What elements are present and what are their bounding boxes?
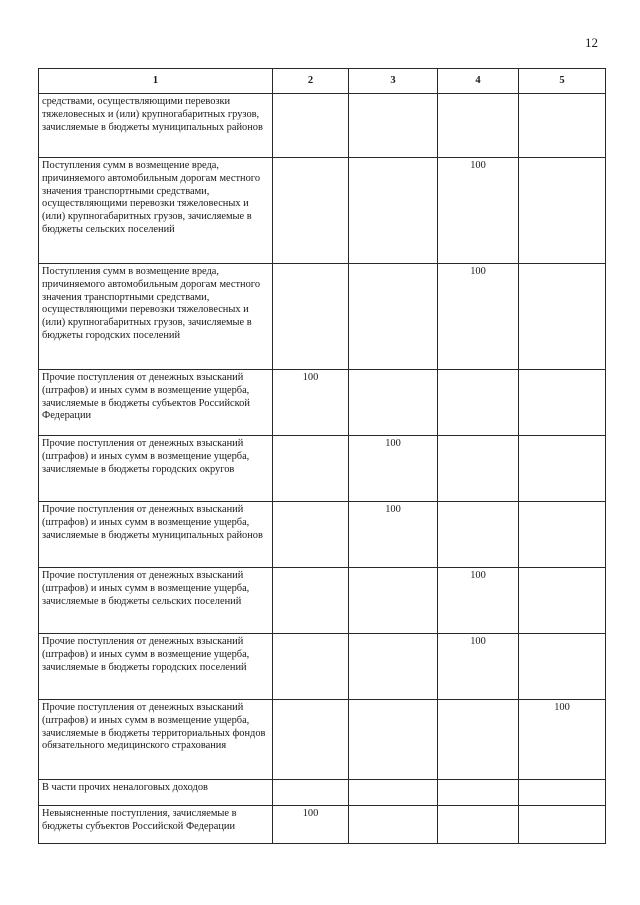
cell-col-4: 100 [438, 634, 519, 700]
row-description: Прочие поступления от денежных взысканий (штрафов) и иных сумм в возмещение ущерба, зачисляемые в бюджеты территориальных фондов обязательного медицинского страхования [39, 700, 273, 780]
cell-col-3 [349, 94, 438, 158]
cell-col-5 [519, 370, 606, 436]
cell-col-3 [349, 700, 438, 780]
row-description: В части прочих неналоговых доходов [39, 780, 273, 806]
cell-col-5 [519, 94, 606, 158]
row-description: Прочие поступления от денежных взысканий (штрафов) и иных сумм в возмещение ущерба, зачисляемые в бюджеты сельских поселений [39, 568, 273, 634]
cell-col-2 [273, 264, 349, 370]
cell-col-5 [519, 158, 606, 264]
cell-col-4 [438, 436, 519, 502]
cell-col-4 [438, 502, 519, 568]
cell-col-4 [438, 700, 519, 780]
row-description: средствами, осуществляющими перевозки тяжеловесных и (или) крупногабаритных грузов, зачисляемые в бюджеты муниципальных районов [39, 94, 273, 158]
cell-col-5 [519, 634, 606, 700]
table-row [39, 568, 606, 634]
cell-col-4: 100 [438, 568, 519, 634]
cell-col-3: 100 [349, 436, 438, 502]
page-number: 12 [585, 35, 598, 50]
row-description: Невыясненные поступления, зачисляемые в бюджеты субъектов Российской Федерации [39, 806, 273, 844]
cell-col-4 [438, 370, 519, 436]
cell-col-3 [349, 806, 438, 844]
row-description: Прочие поступления от денежных взысканий (штрафов) и иных сумм в возмещение ущерба, зачисляемые в бюджеты муниципальных районов [39, 502, 273, 568]
cell-col-3 [349, 158, 438, 264]
row-description: Прочие поступления от денежных взысканий (штрафов) и иных сумм в возмещение ущерба, зачисляемые в бюджеты городских округов [39, 436, 273, 502]
table-row [39, 94, 606, 158]
column-header-4: 4 [438, 69, 519, 94]
table-row [39, 780, 606, 806]
cell-col-4: 100 [438, 158, 519, 264]
cell-col-2: 100 [273, 806, 349, 844]
cell-col-2 [273, 700, 349, 780]
table-row [39, 806, 606, 844]
table-row [39, 158, 606, 264]
table-row [39, 370, 606, 436]
cell-col-5 [519, 806, 606, 844]
budget-distribution-table [38, 68, 606, 844]
cell-col-3 [349, 264, 438, 370]
cell-col-2 [273, 502, 349, 568]
cell-col-3: 100 [349, 502, 438, 568]
row-description: Поступления сумм в возмещение вреда, причиняемого автомобильным дорогам местного значения транспортными средствами, осуществляющими перевозки тяжеловесных и (или) крупногабаритных грузов, зачисляемые в бюджеты городских поселений [39, 264, 273, 370]
table-row [39, 436, 606, 502]
row-description: Поступления сумм в возмещение вреда, причиняемого автомобильным дорогам местного значения транспортными средствами, осуществляющими перевозки тяжеловесных и (или) крупногабаритных грузов, зачисляемые в бюджеты сельских поселений [39, 158, 273, 264]
cell-col-5 [519, 502, 606, 568]
cell-col-2 [273, 634, 349, 700]
cell-col-5 [519, 436, 606, 502]
table-header-row [39, 69, 606, 94]
cell-col-4: 100 [438, 264, 519, 370]
cell-col-4 [438, 94, 519, 158]
column-header-2: 2 [273, 69, 349, 94]
cell-col-2 [273, 158, 349, 264]
cell-col-3 [349, 568, 438, 634]
table-row [39, 264, 606, 370]
cell-col-2 [273, 94, 349, 158]
table-row [39, 634, 606, 700]
cell-col-5 [519, 568, 606, 634]
row-description: Прочие поступления от денежных взысканий (штрафов) и иных сумм в возмещение ущерба, зачисляемые в бюджеты городских поселений [39, 634, 273, 700]
cell-col-4 [438, 780, 519, 806]
cell-col-5: 100 [519, 700, 606, 780]
cell-col-2 [273, 568, 349, 634]
column-header-1: 1 [39, 69, 273, 94]
cell-col-2 [273, 780, 349, 806]
cell-col-3 [349, 780, 438, 806]
cell-col-3 [349, 634, 438, 700]
cell-col-5 [519, 780, 606, 806]
table-row [39, 700, 606, 780]
row-description: Прочие поступления от денежных взысканий (штрафов) и иных сумм в возмещение ущерба, зачисляемые в бюджеты субъектов Российской Федерации [39, 370, 273, 436]
table-row [39, 502, 606, 568]
cell-col-2 [273, 436, 349, 502]
column-header-3: 3 [349, 69, 438, 94]
cell-col-5 [519, 264, 606, 370]
cell-col-2: 100 [273, 370, 349, 436]
cell-col-3 [349, 370, 438, 436]
column-header-5: 5 [519, 69, 606, 94]
cell-col-4 [438, 806, 519, 844]
